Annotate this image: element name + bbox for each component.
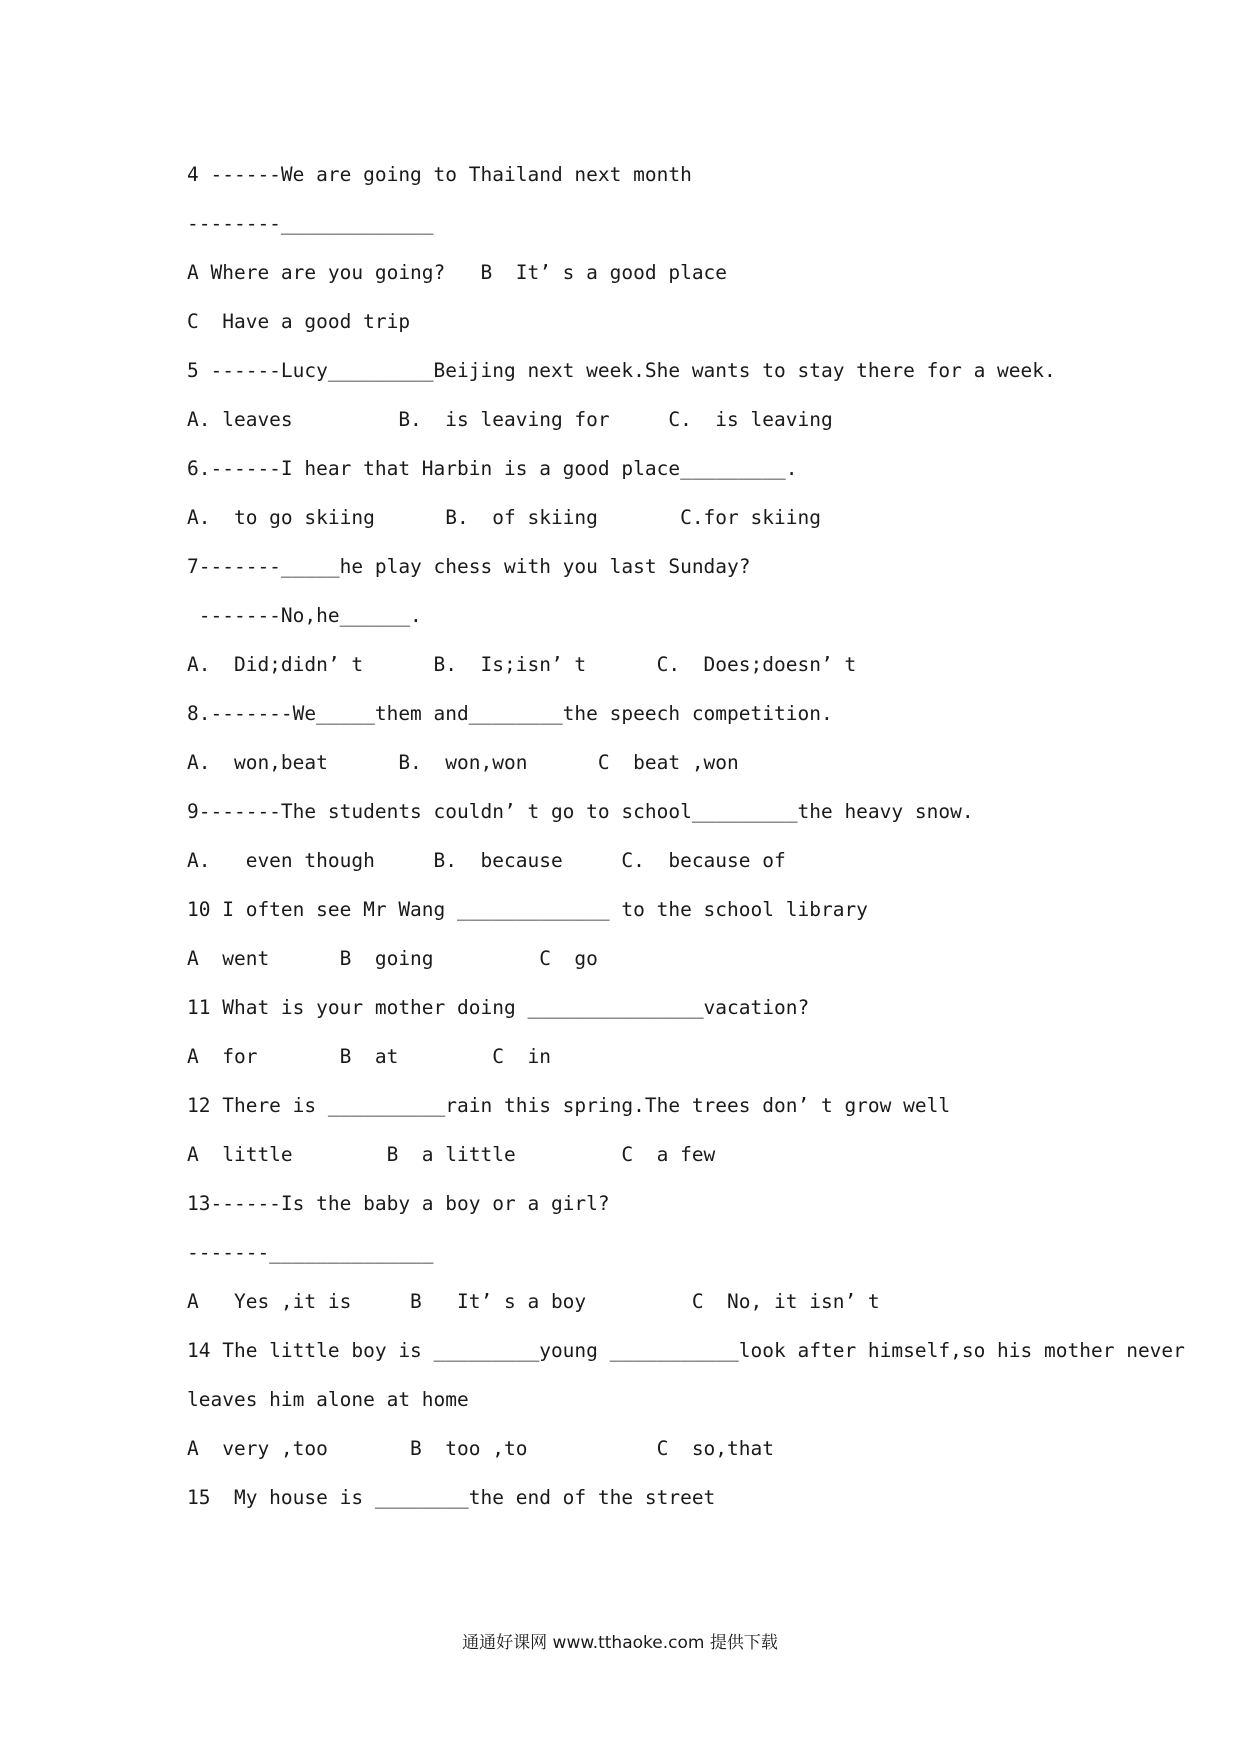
- question-7-response: -------No,he______.: [187, 604, 422, 627]
- question-15-prompt: 15 My house is ________the end of the street: [187, 1486, 716, 1509]
- question-4-prompt: 4 ------We are going to Thailand next month: [187, 163, 692, 186]
- question-13-answer-blank: -------______________: [187, 1241, 434, 1264]
- question-8-options: A. won,beat B. won,won C beat ,won: [187, 751, 739, 774]
- question-11-options: A for B at C in: [187, 1045, 551, 1068]
- question-9-prompt: 9-------The students couldn’ t go to school_________the heavy snow.: [187, 800, 974, 823]
- worksheet-body: [187, 160, 1187, 1532]
- question-10-options: A went B going C go: [187, 947, 598, 970]
- question-12-options: A little B a little C a few: [187, 1143, 716, 1166]
- page-footer: 通通好课网 www.tthaoke.com 提供下载: [462, 1633, 778, 1653]
- question-5-options: A. leaves B. is leaving for C. is leaving: [187, 408, 833, 431]
- question-11-prompt: 11 What is your mother doing _______________vacation?: [187, 996, 810, 1019]
- question-14-prompt-continued: leaves him alone at home: [187, 1388, 469, 1411]
- question-14-prompt: 14 The little boy is _________young ___________look after himself,so his mother never: [187, 1339, 1185, 1362]
- question-5-prompt: 5 ------Lucy_________Beijing next week.She wants to stay there for a week.: [187, 359, 1056, 382]
- question-8-prompt: 8.-------We_____them and________the speech competition.: [187, 702, 833, 725]
- question-6-options: A. to go skiing B. of skiing C.for skiing: [187, 506, 821, 529]
- question-4-options-ab: A Where are you going? B It’ s a good place: [187, 261, 728, 284]
- question-9-options: A. even though B. because C. because of: [187, 849, 786, 872]
- question-7-options: A. Did;didn’ t B. Is;isn’ t C. Does;doesn’ t: [187, 653, 857, 676]
- question-13-options: A Yes ,it is B It’ s a boy C No, it isn’ t: [187, 1290, 880, 1313]
- question-6-prompt: 6.------I hear that Harbin is a good place_________.: [187, 457, 798, 480]
- question-7-prompt: 7-------_____he play chess with you last Sunday?: [187, 555, 751, 578]
- question-10-prompt: 10 I often see Mr Wang _____________ to the school library: [187, 898, 868, 921]
- question-14-options: A very ,too B too ,to C so,that: [187, 1437, 774, 1460]
- question-13-prompt: 13------Is the baby a boy or a girl?: [187, 1192, 610, 1215]
- question-12-prompt: 12 There is __________rain this spring.The trees don’ t grow well: [187, 1094, 951, 1117]
- question-4-option-c: C Have a good trip: [187, 310, 411, 333]
- question-4-answer-blank: --------_____________: [187, 212, 434, 235]
